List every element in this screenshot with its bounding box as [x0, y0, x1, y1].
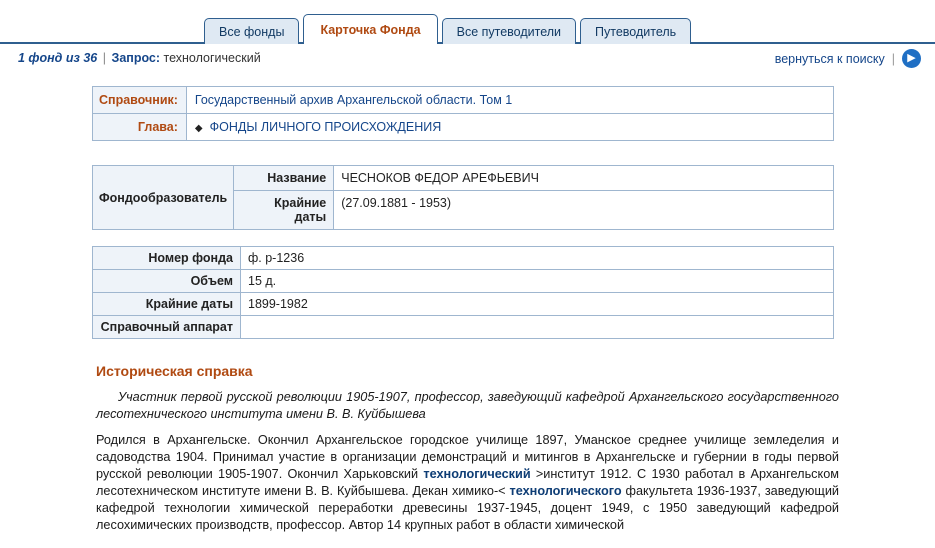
creator-dates-value: (27.09.1881 - 1953): [334, 191, 834, 230]
historical-text-part1: Родился в Архангельске. Окончил Архангельское городское училище 1897, Уманское среднее училище земледелия и садоводства 1904. Принимал участие в организации демонстраций и митингов в Архангельске и губернии в годы первой русской революции 1905-1907. Окончил Харьковский: [96, 433, 839, 481]
table-row: [93, 166, 834, 191]
table-row: [93, 270, 834, 293]
creator-dates-label-line2: даты: [294, 210, 327, 224]
table-row: [93, 293, 834, 316]
creator-name-value: ЧЕСНОКОВ ФЕДОР АРЕФЬЕВИЧ: [334, 166, 834, 191]
creator-table: [92, 165, 834, 230]
spravochnik-link[interactable]: Государственный архив Архангельской области. Том 1: [194, 93, 513, 107]
action-divider: |: [891, 51, 895, 66]
fond-number-label: Номер фонда: [93, 247, 241, 270]
historical-text-part3: факультета 1936-1937, заведующий кафедрой технологии химической переработки древесины 1937-1945, доцент 1949, с 1950 заведующий кафедрой лесохимических производств, профессор. Автор 14 крупных работ в области химической: [96, 484, 839, 532]
creator-dates-label-line1: Крайние: [274, 196, 327, 210]
table-row: [93, 114, 834, 141]
fond-apparatus-label: Справочный аппарат: [93, 316, 241, 339]
creator-row-label: Фондообразователь: [93, 166, 234, 230]
back-to-search-link[interactable]: вернуться к поиску: [774, 51, 885, 66]
reference-table: [92, 86, 834, 141]
creator-dates-label: [234, 191, 334, 230]
content-area: [0, 86, 935, 534]
table-row: [93, 247, 834, 270]
query-bar: [0, 44, 935, 72]
spravochnik-value-cell: [186, 87, 833, 114]
tab-fund-card[interactable]: Карточка Фонда: [303, 14, 437, 44]
query-actions: [775, 49, 921, 68]
fond-apparatus-value: [241, 316, 834, 339]
table-row: [93, 87, 834, 114]
fond-volume-value: 15 д.: [241, 270, 834, 293]
creator-name-label: Название: [234, 166, 334, 191]
tab-all-funds[interactable]: Все фонды: [204, 18, 299, 44]
fond-volume-label: Объем: [93, 270, 241, 293]
query-text: технологический: [160, 51, 261, 65]
query-label: Запрос:: [111, 51, 161, 65]
historical-note-heading: Историческая справка: [96, 363, 253, 379]
search-highlight-1: технологический: [423, 467, 531, 481]
fond-properties-table: [92, 246, 834, 339]
spravochnik-label: Справочник:: [93, 87, 187, 114]
query-separator: |: [102, 51, 106, 65]
result-count: 1 фонд из 36: [18, 51, 98, 65]
tab-list: [204, 12, 691, 42]
tab-bar: [0, 0, 935, 44]
fond-dates-label: Крайние даты: [93, 293, 241, 316]
glava-label: Глава:: [93, 114, 187, 141]
tab-guide[interactable]: Путеводитель: [580, 18, 691, 44]
glava-value-cell: [186, 114, 833, 141]
next-arrow-icon[interactable]: ▶: [902, 49, 921, 68]
historical-note-body: [96, 389, 839, 534]
search-highlight-2: технологического: [509, 484, 622, 498]
historical-text: [96, 432, 839, 534]
historical-text-part2: >институт 1912. С 1930 работал в Архангельском лесотехническом институте имени В. В. Куйбышева. Декан химико-<: [96, 467, 839, 498]
fond-number-value: ф. р-1236: [241, 247, 834, 270]
tab-all-guides[interactable]: Все путеводители: [442, 18, 576, 44]
fond-dates-value: 1899-1982: [241, 293, 834, 316]
historical-intro: Участник первой русской революции 1905-1907, профессор, заведующий кафедрой Архангельского государственного лесотехнического института имени В. В. Куйбышева: [96, 390, 839, 421]
diamond-bullet-icon: ◆: [194, 123, 203, 134]
table-row: [93, 316, 834, 339]
glava-link[interactable]: ФОНДЫ ЛИЧНОГО ПРОИСХОЖДЕНИЯ: [209, 120, 442, 134]
query-summary: [18, 51, 261, 65]
